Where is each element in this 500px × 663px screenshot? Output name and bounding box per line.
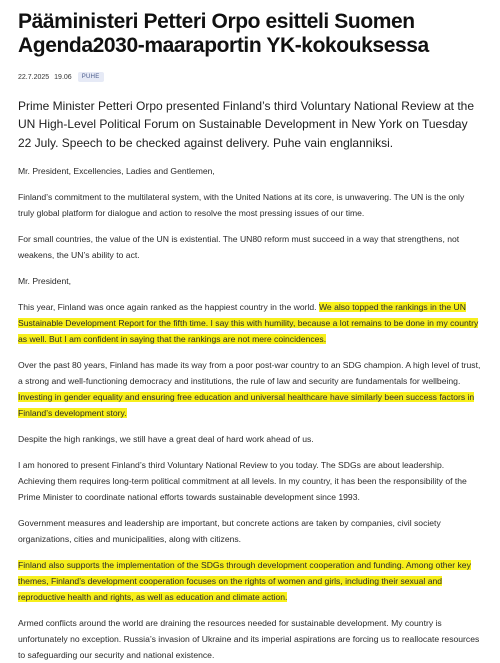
paragraph-voluntary-review: I am honored to present Finland’s third Voluntary National Review to you today. The SDGs are about leadership. Achieving them requires long-term political commitment at all levels. In my country, it has been the responsibility of the Prime Minister to coordinate national efforts towards sustainable development since 1993. xyxy=(18,459,467,502)
paragraph-text: Over the past 80 years, Finland has made its way from a poor post-war country to an SDG champion. A high level of trust, a strong and well-functioning democracy and institutions, the rule of law and security are fundamentals for wellbeing. xyxy=(18,359,481,386)
highlighted-text: Finland also supports the implementation of the SDGs through development cooperation and funding. Among other key themes, Finland’s development cooperation focuses on the rights of women and girls, including their sexual and reproductive health and rights, as well as education and climate action. xyxy=(18,559,471,602)
paragraph-happiest-country xyxy=(18,299,482,347)
paragraph-salutation: Mr. President, Excellencies, Ladies and Gentlemen, xyxy=(18,165,215,176)
article-meta xyxy=(18,72,482,82)
paragraph-hard-work: Despite the high rankings, we still have a great deal of hard work ahead of us. xyxy=(18,433,314,444)
paragraph-mr-president: Mr. President, xyxy=(18,275,72,286)
highlighted-text: We also topped the rankings in the UN Sustainable Development Report for the fifth time. I say this with humility, because a lot remains to be done in my country as well. But I am confident in saying that the rankings are not mere coincidences. xyxy=(18,301,479,344)
page-title: Pääministeri Petteri Orpo esitteli Suomen Agenda2030-maaraportin YK-kokouksessa xyxy=(18,10,429,57)
highlighted-text: Investing in gender equality and ensuring free education and universal healthcare have similarly been success factors in Finland’s development story. xyxy=(18,391,475,418)
paragraph-commitment: Finland’s commitment to the multilateral system, with the United Nations at its core, is unwavering. The UN is the only truly global platform for dialogue and action to resolve the most pressing issues of our time. xyxy=(18,191,465,218)
publish-time: 19.06 xyxy=(54,73,72,81)
paragraph-armed-conflicts: Armed conflicts around the world are draining the resources needed for sustainable development. My country is unfortunately no exception. Russia’s invasion of Ukraine and its imperial aspirations are forcing us to reallocate resources to safeguarding our security and national existence. xyxy=(18,617,480,660)
category-tag[interactable]: PUHE xyxy=(78,72,104,82)
publish-date: 22.7.2025 xyxy=(18,73,50,81)
paragraph-text: This year, Finland was once again ranked as the happiest country in the world. xyxy=(18,301,319,312)
lead-paragraph: Prime Minister Petteri Orpo presented Finland’s third Voluntary National Review at the UN High-Level Political Forum on Sustainable Development in New York on Tuesday 22 July. Speech to be checked against delivery. Puhe vain englanniksi. xyxy=(18,99,474,150)
paragraph-small-countries: For small countries, the value of the UN is existential. The UN80 reform must succeed in a way that strengthens, not weakens, the UN’s ability to act. xyxy=(18,233,460,260)
paragraph-government-measures: Government measures and leadership are important, but concrete actions are taken by companies, civil society organizations, cities and municipalities, along with citizens. xyxy=(18,517,441,544)
paragraph-sdg-champion xyxy=(18,357,482,421)
paragraph-development-cooperation xyxy=(18,557,482,605)
